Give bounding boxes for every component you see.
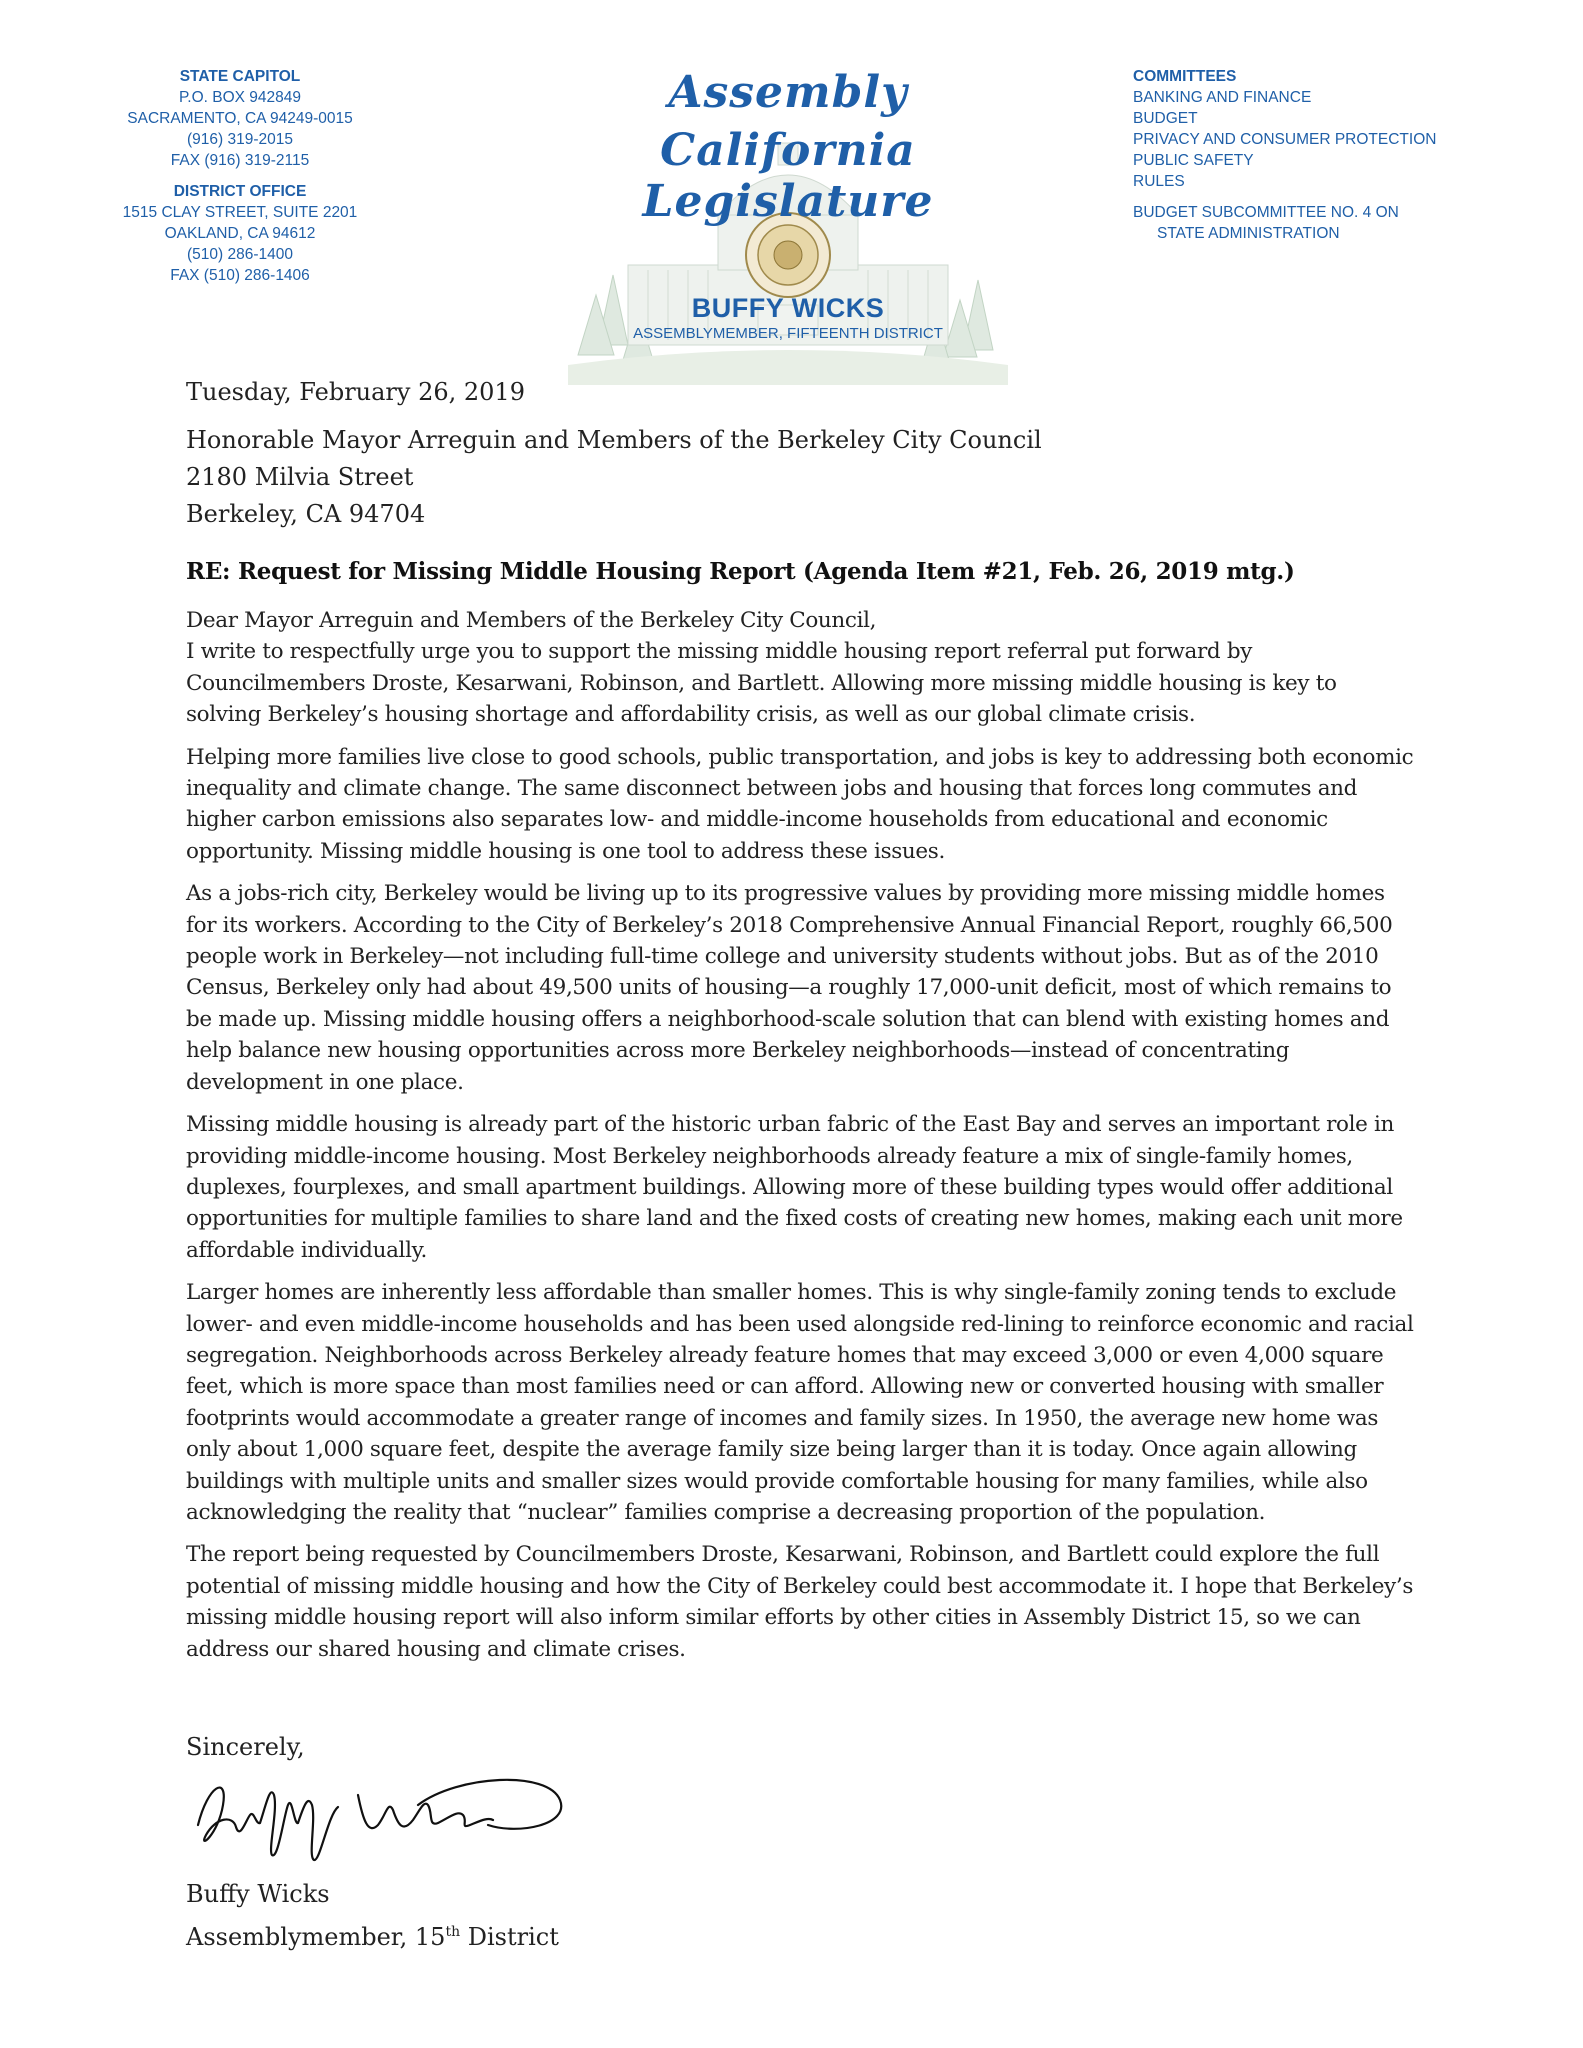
signer-title: Assemblymember, 15th District: [186, 1923, 559, 1951]
recipient-line: Berkeley, CA 94704: [186, 500, 426, 528]
letter-date: Tuesday, February 26, 2019: [186, 378, 525, 406]
district-line: (510) 286-1400: [187, 246, 293, 263]
body-paragraph: I write to respectfully urge you to support the missing middle housing report referral put forward by Councilmembers Droste, Kesarwani, Robinson, and Bartlett. Allowing more missing middle housing is key to solving Berkeley’s housing shortage and affordability crisis, as well as our global climate crisis.: [186, 639, 1337, 728]
capitol-line: FAX (916) 319-2115: [170, 152, 310, 169]
recipient-line: 2180 Milvia Street: [186, 463, 414, 491]
signer-name: Buffy Wicks: [186, 1880, 330, 1908]
body-paragraph: Helping more families live close to good schools, public transportation, and jobs is key to addressing both economic inequality and climate change. The same disconnect between jobs and housing that forces long commutes and higher carbon emissions also separates low- and middle-income households from educational and economic opportunity. Missing middle housing is one tool to address these issues.: [186, 744, 1414, 864]
district-line: OAKLAND, CA 94612: [164, 225, 316, 242]
committee-item: BUDGET: [1133, 110, 1198, 127]
capitol-line: SACRAMENTO, CA 94249-0015: [127, 110, 353, 127]
member-title: ASSEMBLYMEMBER, FIFTEENTH DISTRICT: [633, 325, 943, 342]
handwritten-signature: [188, 1765, 578, 1865]
subject-line: RE: Request for Missing Middle Housing Report (Agenda Item #21, Feb. 26, 2019 mtg.): [186, 558, 1295, 585]
district-office-header: DISTRICT OFFICE: [173, 183, 307, 200]
recipient-line: Honorable Mayor Arreguin and Members of the Berkeley City Council: [186, 426, 1042, 454]
committee-item: RULES: [1133, 173, 1185, 190]
district-line: 1515 CLAY STREET, SUITE 2201: [122, 204, 358, 221]
committee-item: BANKING AND FINANCE: [1133, 89, 1312, 106]
committee-item: PUBLIC SAFETY: [1133, 152, 1254, 169]
body-paragraph: Larger homes are inherently less affordable than smaller homes. This is why single-family zoning tends to exclude lower- and even middle-income households and has been used alongside red-lining to reinforce economic and racial segregation. Neighborhoods across Berkeley already feature homes that may exceed 3,000 or even 4,000 square feet, which is more space than most families need or can afford. Allowing new or converted housing with smaller footprints would accommodate a greater range of incomes and family sizes. In 1950, the average new home was only about 1,000 square feet, despite the average family size being larger than it is today. Once again allowing buildings with multiple units and smaller sizes would provide comfortable housing for many families, while also acknowledging the reality that “nuclear” families comprise a decreasing proportion of the population.: [186, 1280, 1414, 1525]
assembly-letterhead-seal: [548, 55, 1028, 385]
closing: Sincerely,: [186, 1733, 305, 1761]
signer-block: [186, 1875, 559, 1956]
state-capitol-header: STATE CAPITOL: [179, 68, 301, 85]
body-paragraph: As a jobs-rich city, Berkeley would be living up to its progressive values by providing more missing middle homes for its workers. According to the City of Berkeley’s 2018 Comprehensive Annual Financial Report, roughly 66,500 people work in Berkeley—not including full-time college and university students without jobs. But as of the 2010 Census, Berkeley only had about 49,500 units of housing—a roughly 17,000-unit deficit, most of which remains to be made up. Missing middle housing offers a neighborhood-scale solution that can blend with existing homes and help balance new housing opportunities across more Berkeley neighborhoods—instead of concentrating development in one place.: [186, 881, 1393, 1095]
body-paragraph: Missing middle housing is already part of the historic urban fabric of the East Bay and serves an important role in providing middle-income housing. Most Berkeley neighborhoods already feature a mix of single-family homes, duplexes, fourplexes, and small apartment buildings. Allowing more of these building types would offer additional opportunities for multiple families to share land and the fixed costs of creating new homes, making each unit more affordable individually.: [186, 1112, 1403, 1263]
letter-body: [186, 605, 1416, 1676]
capitol-line: (916) 319-2015: [187, 131, 293, 148]
assembly-title: Assembly: [668, 67, 908, 118]
member-name: BUFFY WICKS: [691, 293, 885, 323]
committee-item: PRIVACY AND CONSUMER PROTECTION: [1133, 131, 1437, 148]
subcommittee-line: BUDGET SUBCOMMITTEE NO. 4 ON: [1133, 204, 1399, 221]
subcommittee-line: STATE ADMINISTRATION: [1157, 225, 1340, 242]
capitol-contact-block: [90, 66, 390, 286]
salutation: Dear Mayor Arreguin and Members of the Berkeley City Council,: [186, 608, 877, 633]
recipient-address: [186, 422, 1042, 533]
district-line: FAX (510) 286-1406: [170, 267, 310, 284]
committees-block: [1133, 66, 1553, 244]
capitol-line: P.O. BOX 942849: [178, 89, 302, 106]
body-paragraph: The report being requested by Councilmembers Droste, Kesarwani, Robinson, and Bartlett could explore the full potential of missing middle housing and how the City of Berkeley could best accommodate it. I hope that Berkeley’s missing middle housing report will also inform similar efforts by other cities in Assembly District 15, so we can address our shared housing and climate crises.: [186, 1542, 1414, 1662]
committees-header: COMMITTEES: [1133, 68, 1237, 85]
california-legislature-title: California Legislature: [642, 125, 934, 227]
